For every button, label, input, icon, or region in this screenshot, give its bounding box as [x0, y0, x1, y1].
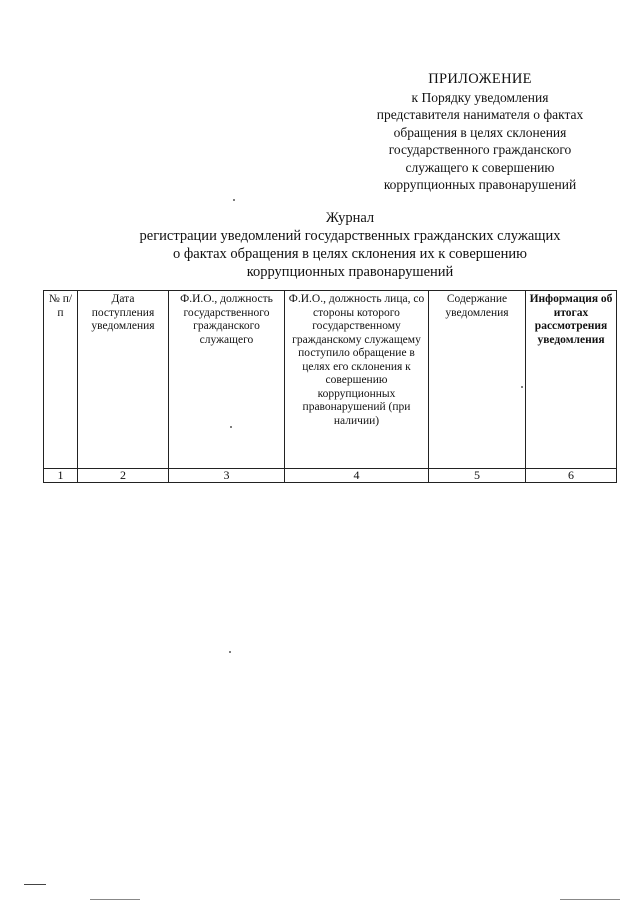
- column-number-cell: 1: [44, 469, 78, 483]
- journal-subtitle-line: коррупционных правонарушений: [246, 264, 454, 280]
- scan-speck: [229, 651, 231, 653]
- journal-title: Журнал: [325, 210, 375, 226]
- scan-speck: [230, 426, 232, 428]
- column-number-cell: 6: [526, 469, 617, 483]
- journal-subtitle-line: о фактах обращения в целях склонения их к совершению: [173, 246, 527, 262]
- appendix-block: [350, 71, 610, 194]
- scan-speck: [233, 199, 235, 201]
- column-number-cell: 4: [285, 469, 429, 483]
- header-cell-content: Содержание уведомления: [429, 291, 526, 469]
- appendix-line: обращения в целях склонения: [393, 124, 567, 140]
- header-cell-date: Дата поступления уведомления: [78, 291, 169, 469]
- scan-mark: [560, 899, 620, 900]
- scan-mark: [90, 899, 140, 900]
- header-cell-person: Ф.И.О., должность лица, со стороны которого государственному гражданскому служащему поступило обращение в целях его склонения к совершению коррупционных правонарушений (при наличии): [285, 291, 429, 469]
- appendix-line: к Порядку уведомления: [411, 89, 549, 105]
- header-cell-number: № п/п: [44, 291, 78, 469]
- column-number-cell: 3: [169, 469, 285, 483]
- appendix-line: коррупционных правонарушений: [383, 177, 577, 192]
- table-header-row: [44, 291, 617, 469]
- column-number-cell: 2: [78, 469, 169, 483]
- appendix-line: служащего к совершению: [405, 159, 555, 175]
- registration-table: [43, 290, 617, 483]
- journal-title-block: [80, 209, 620, 281]
- header-cell-employee: Ф.И.О., должность государственного гражданского служащего: [169, 291, 285, 469]
- scan-mark: [24, 884, 46, 885]
- scan-speck: [521, 386, 523, 388]
- column-number-cell: 5: [429, 469, 526, 483]
- journal-subtitle-line: регистрации уведомлений государственных гражданских служащих: [139, 228, 561, 244]
- appendix-line: представителя нанимателя о фактах: [376, 107, 584, 122]
- header-cell-results: Информация об итогах рассмотрения уведомления: [526, 291, 617, 469]
- table-number-row: [44, 469, 617, 483]
- appendix-line: государственного гражданского: [388, 142, 572, 157]
- appendix-heading: ПРИЛОЖЕНИЕ: [428, 71, 532, 87]
